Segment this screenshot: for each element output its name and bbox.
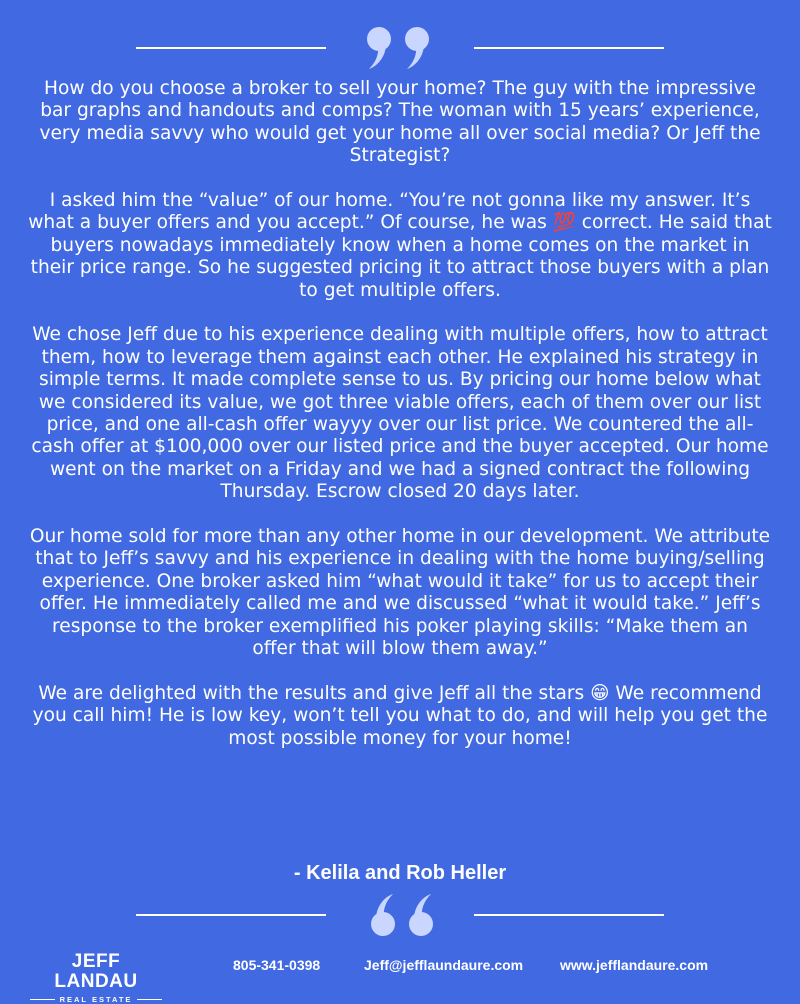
divider-line-right	[474, 914, 664, 916]
open-quote-icon	[364, 893, 436, 937]
close-quote-icon	[364, 26, 436, 70]
divider-line-left	[136, 47, 326, 49]
testimonial-paragraph: We chose Jeff due to his experience dealing with multiple offers, how to attract them, how to leverage them against each other. He explained his strategy in simple terms. It made complete sense to us. By pricing our home below what we considered its value, we got three viable offers, each of them over our list price, and one all-cash offer wayyy over our list price. We countered the all-cash offer at $100,000 over our listed price and the buyer accepted. Our home went on the market on a Friday and we had a signed contract the following Thursday. Escrow closed 20 days later.	[31, 324, 769, 503]
bottom-quote-divider	[0, 893, 800, 937]
logo-name: JEFF LANDAU	[54, 951, 138, 992]
testimonial-body	[28, 78, 772, 750]
testimonial-paragraph: Our home sold for more than any other home in our development. We attribute that to Jeff’s savvy and his experience in dealing with the home buying/selling experience. One broker asked him “what would it take” for us to accept their offer. He immediately called me and we discussed “what it would take.” Jeff’s response to the broker exemplified his poker playing skills: “Make them an offer that will blow them away.”	[29, 526, 771, 660]
testimonial-paragraph: We are delighted with the results and give Jeff all the stars 😁 We recommend you call him! He is low key, won’t tell you what to do, and will help you get the most possible money for your home!	[32, 682, 768, 749]
testimonial-signature: - Kelila and Rob Heller	[293, 862, 507, 884]
top-quote-divider	[0, 26, 800, 70]
divider-line-right	[474, 47, 664, 49]
testimonial-paragraph: How do you choose a broker to sell your home? The guy with the impressive bar graphs and handouts and comps? The woman with 15 years’ experience, very media savvy who would get your home all over social media? Or Jeff the Strategist?	[39, 78, 761, 167]
logo-subtitle-text: REAL ESTATE	[59, 995, 133, 1004]
testimonial-paragraph: I asked him the “value” of our home. “You’re not gonna like my answer. It’s what a buyer offers and you accept.” Of course, he was 💯 correct. He said that buyers nowadays immediately know when a home comes on the market in their price range. So he suggested pricing it to attract those buyers with a plan to get multiple offers.	[28, 190, 772, 301]
brand-logo	[30, 952, 162, 1004]
contact-phone[interactable]: 805-341-0398	[233, 957, 321, 973]
contact-website[interactable]: www.jefflandaure.com	[560, 957, 709, 973]
contact-email[interactable]: Jeff@jefflaundaure.com	[364, 957, 524, 973]
divider-line-left	[136, 914, 326, 916]
